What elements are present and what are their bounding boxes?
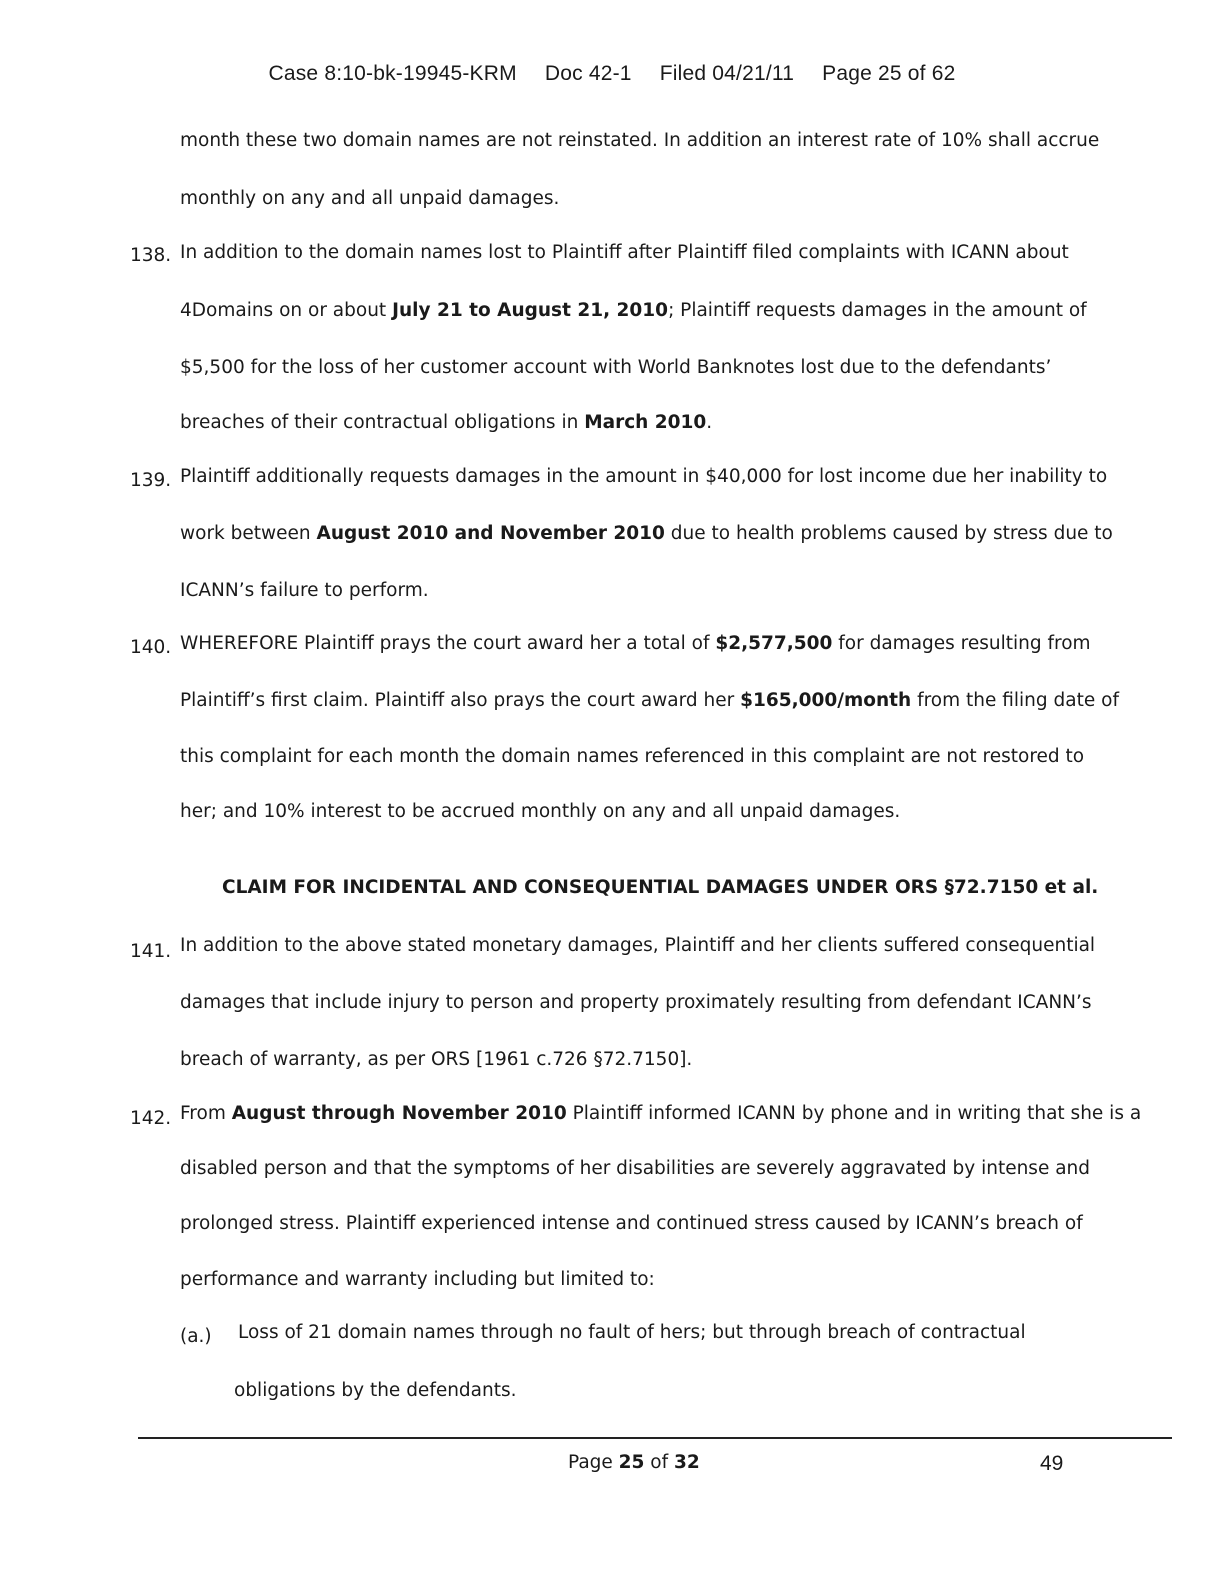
amount-bold: $165,000/month bbox=[740, 690, 912, 711]
section-heading: CLAIM FOR INCIDENTAL AND CONSEQUENTIAL DAMAGES UNDER ORS §72.7150 et al. bbox=[222, 877, 1099, 898]
case-header bbox=[0, 62, 1224, 86]
continuation-line: monthly on any and all unpaid damages. bbox=[180, 188, 560, 209]
paragraph-138-line: breaches of their contractual obligations in March 2010. bbox=[180, 412, 713, 433]
paragraph-140-line: Plaintiff’s first claim. Plaintiff also prays the court award her $165,000/month from the filing date of bbox=[180, 690, 1119, 711]
paragraph-140-line: this complaint for each month the domain names referenced in this complaint are not restored to bbox=[180, 746, 1085, 767]
continuation-line: month these two domain names are not reinstated. In addition an interest rate of 10% shall accrue bbox=[180, 130, 1100, 151]
list-item-label: (a.) bbox=[180, 1326, 212, 1347]
list-item-line: obligations by the defendants. bbox=[234, 1380, 517, 1401]
footer-page-number: Page 25 of 32 bbox=[568, 1452, 700, 1473]
list-item-line: Loss of 21 domain names through no fault of hers; but through breach of contractual bbox=[238, 1322, 1026, 1343]
date-bold: March 2010 bbox=[584, 412, 707, 433]
paragraph-138-line: $5,500 for the loss of her customer account with World Banknotes lost due to the defendants’ bbox=[180, 357, 1052, 378]
paragraph-139-line: work between August 2010 and November 2010 due to health problems caused by stress due to bbox=[180, 523, 1113, 544]
paragraph-141-line: breach of warranty, as per ORS [1961 c.726 §72.7150]. bbox=[180, 1049, 693, 1070]
amount-bold: $2,577,500 bbox=[715, 633, 833, 654]
paragraph-number-139: 139. bbox=[130, 470, 172, 491]
date-range-bold: August through November 2010 bbox=[231, 1103, 567, 1124]
footer-divider bbox=[138, 1437, 1172, 1439]
paragraph-number-141: 141. bbox=[130, 941, 172, 962]
paragraph-number-138: 138. bbox=[130, 245, 172, 266]
paragraph-139-line: ICANN’s failure to perform. bbox=[180, 580, 429, 601]
date-range-bold: August 2010 and November 2010 bbox=[316, 523, 665, 544]
paragraph-142-line: disabled person and that the symptoms of her disabilities are severely aggravated by intense and bbox=[180, 1158, 1091, 1179]
paragraph-138-line: 4Domains on or about July 21 to August 21, 2010; Plaintiff requests damages in the amount of bbox=[180, 300, 1087, 321]
case-number: Case 8:10-bk-19945-KRM bbox=[268, 62, 517, 85]
paragraph-140-line: her; and 10% interest to be accrued monthly on any and all unpaid damages. bbox=[180, 801, 901, 822]
exhibit-page-number: 49 bbox=[1040, 1452, 1064, 1475]
paragraph-141-line: damages that include injury to person and property proximately resulting from defendant ICANN’s bbox=[180, 992, 1092, 1013]
paragraph-number-140: 140. bbox=[130, 637, 172, 658]
paragraph-142-line: From August through November 2010 Plaintiff informed ICANN by phone and in writing that she is a bbox=[180, 1103, 1142, 1124]
paragraph-140-line: WHEREFORE Plaintiff prays the court award her a total of $2,577,500 for damages resulting from bbox=[180, 633, 1091, 654]
paragraph-139-line: Plaintiff additionally requests damages in the amount in $40,000 for lost income due her inability to bbox=[180, 466, 1108, 487]
paragraph-141-line: In addition to the above stated monetary damages, Plaintiff and her clients suffered consequential bbox=[180, 935, 1096, 956]
filed-date: Filed 04/21/11 bbox=[659, 62, 795, 85]
paragraph-142-line: prolonged stress. Plaintiff experienced intense and continued stress caused by ICANN’s breach of bbox=[180, 1213, 1083, 1234]
header-page: Page 25 of 62 bbox=[822, 62, 956, 85]
date-range-bold: July 21 to August 21, 2010 bbox=[392, 300, 669, 321]
paragraph-142-line: performance and warranty including but limited to: bbox=[180, 1269, 655, 1290]
doc-number: Doc 42-1 bbox=[544, 62, 632, 85]
paragraph-number-142: 142. bbox=[130, 1108, 172, 1129]
paragraph-138-line: In addition to the domain names lost to Plaintiff after Plaintiff filed complaints with ICANN about bbox=[180, 242, 1069, 263]
